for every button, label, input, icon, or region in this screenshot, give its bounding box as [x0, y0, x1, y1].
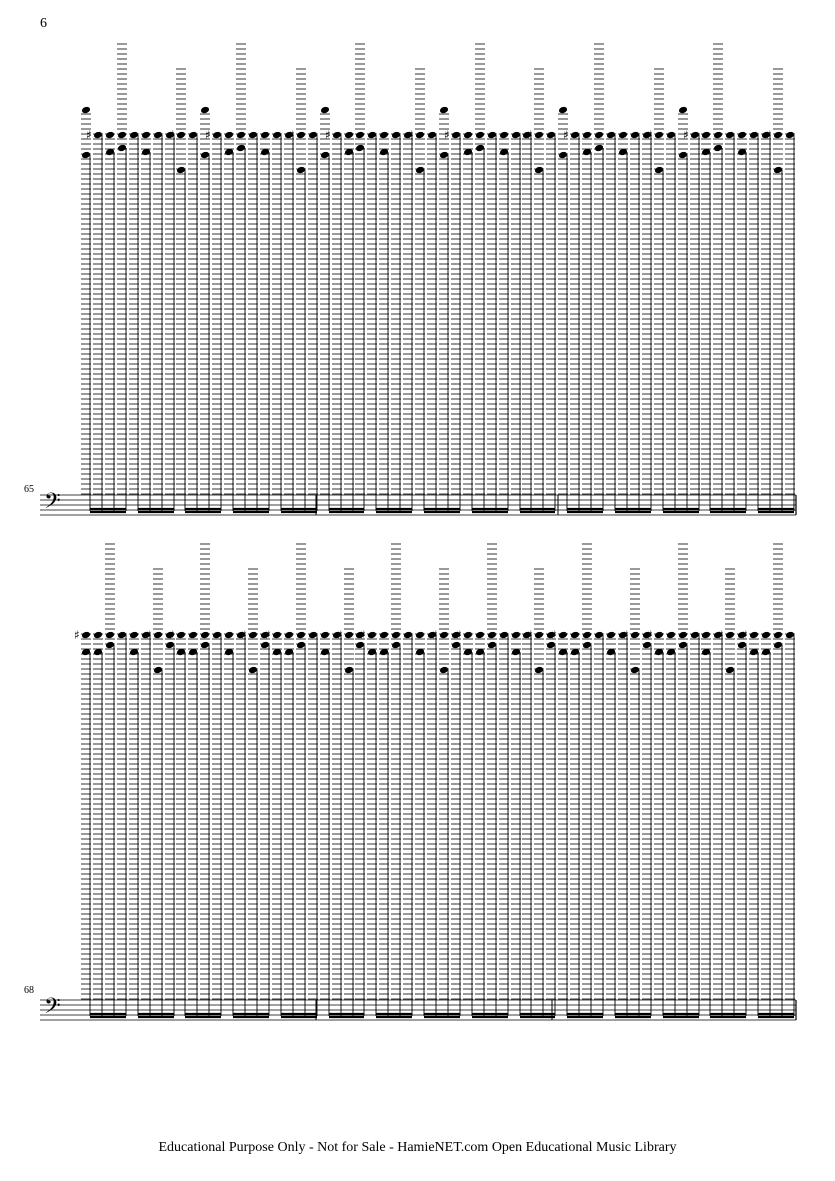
sharp-icon: ♯: [683, 128, 689, 142]
note: [511, 631, 521, 1016]
note: [551, 628, 568, 1016]
page-number: 6: [40, 16, 47, 31]
note: [701, 131, 711, 511]
footer-copyright: Educational Purpose Only - Not for Sale - HamieNET.com Open Educational Music Library: [158, 1140, 677, 1155]
note: [296, 544, 306, 1016]
note: [408, 69, 425, 511]
sharp-icon: ♯: [86, 128, 92, 142]
sharp-icon: ♯: [647, 128, 653, 142]
note: [444, 128, 461, 511]
note: [188, 631, 198, 1016]
sharp-icon: ♯: [169, 128, 175, 142]
note: [785, 631, 795, 1016]
music-system-1: [0, 0, 835, 540]
note: [475, 631, 485, 1016]
note: [153, 131, 163, 511]
note: [678, 106, 688, 511]
note: [169, 628, 186, 1016]
note: [379, 131, 389, 511]
note: [415, 631, 425, 1016]
note: [463, 131, 473, 511]
note: [642, 631, 652, 1016]
note: [713, 631, 723, 1016]
note: [169, 69, 186, 511]
sharp-icon: ♯: [241, 628, 247, 642]
note: [344, 131, 354, 511]
note: [236, 44, 246, 511]
note: [325, 128, 342, 511]
sharp-icon: ♯: [563, 128, 569, 142]
note: [546, 131, 556, 511]
note: [272, 131, 282, 511]
note: [737, 631, 747, 1016]
note: [558, 106, 568, 511]
note: [403, 131, 413, 511]
note: [666, 631, 676, 1016]
note: [284, 131, 294, 511]
note: [165, 131, 175, 511]
sharp-icon: ♯: [527, 628, 533, 642]
note: [618, 631, 628, 1016]
note: [766, 69, 783, 511]
note: [499, 631, 509, 1016]
note: [141, 631, 151, 1016]
note: [200, 544, 210, 1016]
note: [332, 631, 342, 1016]
sharp-icon: ♯: [74, 628, 80, 642]
sharp-icon: ♯: [742, 628, 748, 642]
bass-clef-icon: 𝄢: [44, 994, 61, 1024]
note: [141, 131, 151, 511]
note: [761, 631, 771, 1016]
note: [224, 131, 234, 511]
note: [606, 131, 616, 511]
note: [427, 631, 437, 1016]
sharp-icon: ♯: [325, 128, 331, 142]
note: [105, 131, 115, 511]
bass-clef-icon: 𝄢: [44, 489, 61, 519]
note: [511, 131, 521, 511]
note: [188, 131, 198, 511]
note: [678, 544, 688, 1016]
note: [773, 544, 783, 1016]
note: [582, 544, 592, 1016]
note: [563, 128, 580, 511]
sharp-icon: ♯: [289, 128, 295, 142]
note: [391, 131, 401, 511]
note: [594, 631, 604, 1016]
note: [522, 131, 532, 511]
note: [86, 128, 103, 511]
note: [355, 631, 365, 1016]
measure-number-68: 68: [24, 985, 34, 996]
sharp-icon: ♯: [169, 628, 175, 642]
sharp-icon: ♯: [623, 628, 629, 642]
note: [570, 631, 580, 1016]
note: [224, 631, 234, 1016]
note: [499, 131, 509, 511]
note: [265, 628, 282, 1016]
note: [403, 631, 413, 1016]
sharp-icon: ♯: [432, 628, 438, 642]
sharp-icon: ♯: [360, 628, 366, 642]
sharp-icon: ♯: [551, 628, 557, 642]
note: [284, 631, 294, 1016]
note: [165, 631, 175, 1016]
note: [93, 631, 103, 1016]
note: [236, 631, 246, 1016]
note: [630, 131, 640, 511]
note: [618, 131, 628, 511]
note: [690, 631, 700, 1016]
sharp-icon: ♯: [408, 128, 414, 142]
measure-number-65: 65: [24, 484, 34, 495]
note: [582, 131, 592, 511]
note: [427, 131, 437, 511]
note: [320, 631, 330, 1016]
sharp-icon: ♯: [146, 628, 152, 642]
note: [117, 631, 127, 1016]
note: [701, 631, 711, 1016]
note: [320, 106, 330, 511]
sharp-icon: ♯: [205, 128, 211, 142]
sharp-icon: ♯: [527, 128, 533, 142]
note: [289, 69, 306, 511]
note: [737, 131, 747, 511]
music-system-2: [0, 500, 835, 1040]
note: [647, 628, 664, 1016]
note: [487, 544, 497, 1016]
sharp-icon: ♯: [647, 628, 653, 642]
note: [761, 131, 771, 511]
note: [451, 631, 461, 1016]
note: [742, 628, 759, 1016]
note: [360, 628, 377, 1016]
note: [391, 544, 401, 1016]
note: [205, 128, 222, 511]
note: [200, 106, 210, 511]
note: [81, 106, 91, 511]
note: [475, 44, 485, 511]
note: [642, 131, 652, 511]
note: [308, 631, 318, 1016]
note: [212, 631, 222, 1016]
sharp-icon: ♯: [444, 128, 450, 142]
note: [129, 131, 139, 511]
note: [522, 631, 532, 1016]
sharp-icon: ♯: [766, 128, 772, 142]
note: [606, 631, 616, 1016]
note: [666, 131, 676, 511]
note: [129, 631, 139, 1016]
note: [749, 131, 759, 511]
sharp-icon: ♯: [718, 628, 724, 642]
sharp-icon: ♯: [265, 628, 271, 642]
note: [487, 131, 497, 511]
note: [785, 131, 795, 511]
note: [105, 544, 115, 1016]
note: [308, 131, 318, 511]
note: [713, 44, 723, 511]
sharp-icon: ♯: [456, 628, 462, 642]
note: [647, 69, 664, 511]
note: [683, 128, 700, 511]
note: [367, 131, 377, 511]
note: [74, 628, 91, 1016]
note: [456, 628, 473, 1016]
note: [725, 131, 735, 511]
note: [379, 631, 389, 1016]
note: [594, 44, 604, 511]
note: [355, 44, 365, 511]
note: [260, 131, 270, 511]
sharp-icon: ♯: [337, 628, 343, 642]
note: [527, 69, 544, 511]
note: [439, 106, 449, 511]
note: [117, 44, 127, 511]
note: [248, 131, 258, 511]
note: [546, 631, 556, 1016]
note: [260, 631, 270, 1016]
